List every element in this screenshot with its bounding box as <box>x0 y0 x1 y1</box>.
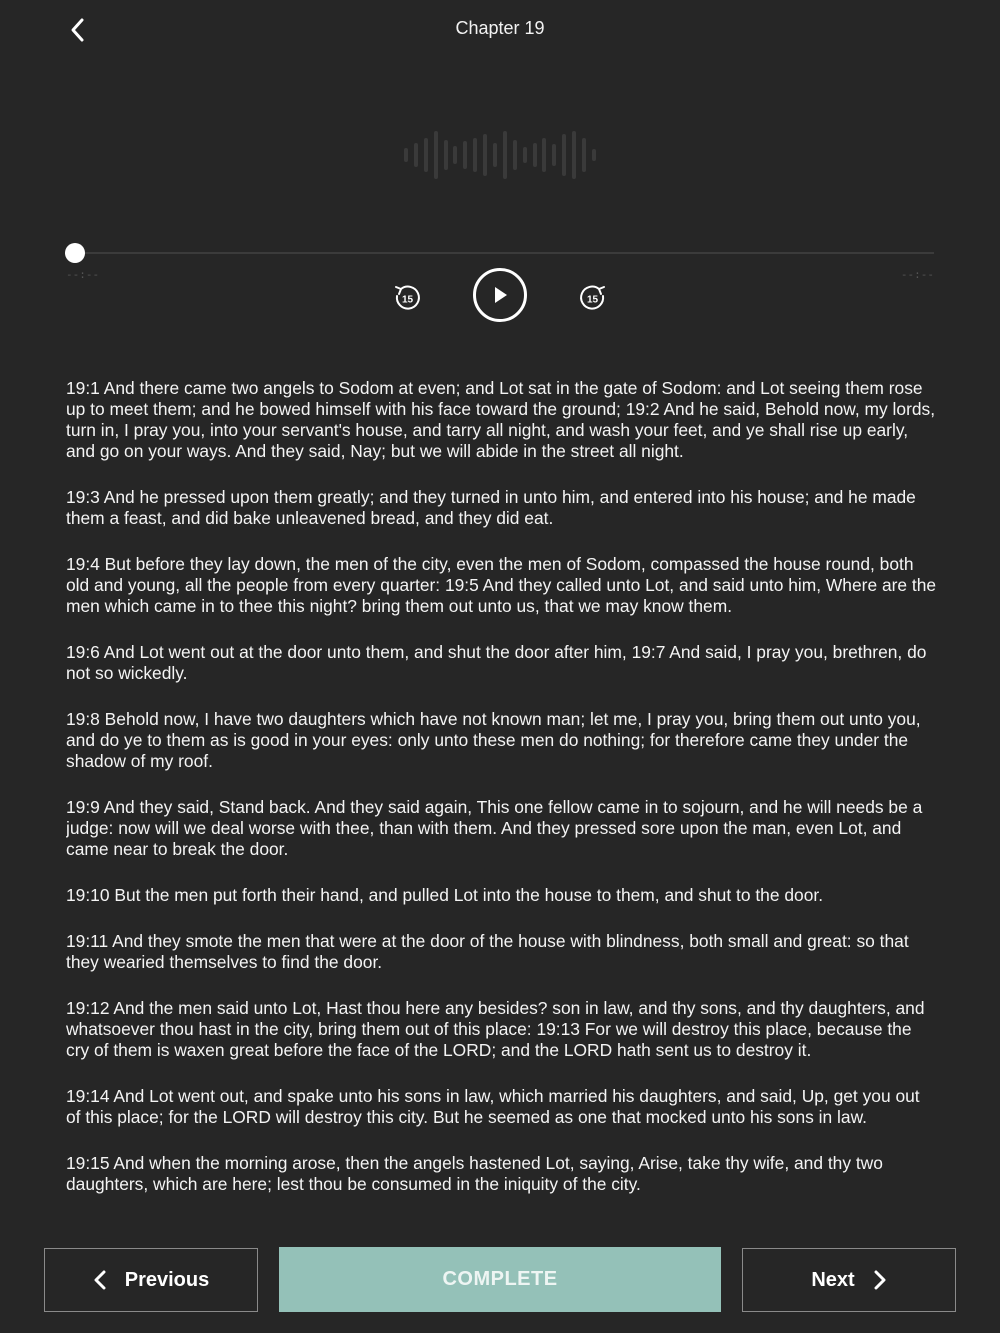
verse-paragraph: 19:8 Behold now, I have two daughters which have not known man; let me, I pray you, bring them out unto you, and do ye to them as is good in your eyes: only unto these men do nothing; for therefore came they under the shadow of my roof. <box>66 709 921 771</box>
waveform-bar <box>542 138 546 172</box>
waveform-bar <box>572 131 576 179</box>
waveform-bar <box>533 143 537 167</box>
waveform-bar <box>562 134 566 176</box>
previous-label: Previous <box>124 1268 210 1291</box>
waveform-bar <box>424 138 428 172</box>
progress-track[interactable] <box>66 252 934 254</box>
verse-paragraph: 19:3 And he pressed upon them greatly; and they turned in unto him, and entered into his house; and he made them a feast, and did bake unleavened bread, and they did eat. <box>66 487 916 528</box>
play-icon <box>490 284 510 306</box>
waveform-bar <box>434 131 438 179</box>
waveform-bar <box>483 134 487 176</box>
verse-paragraph: 19:12 And the men said unto Lot, Hast thou here any besides? son in law, and thy sons, and thy daughters, and whatsoever thou hast in the city, bring them out of this place: 19:13 For we will destroy this place, because the cry of them is waxen great before the face of the LORD; and the LORD hath sent us to destroy it. <box>66 998 925 1060</box>
waveform-bar <box>523 147 527 163</box>
rewind-15-icon <box>392 283 422 313</box>
header <box>0 0 1000 60</box>
next-button[interactable] <box>742 1248 956 1312</box>
waveform-bar <box>493 143 497 167</box>
progress-thumb[interactable] <box>65 243 85 263</box>
verse-paragraph: 19:14 And Lot went out, and spake unto his sons in law, which married his daughters, and said, Up, get you out of this place; for the LORD will destroy this city. But he seemed as one that mocked unto his sons in law. <box>66 1086 920 1127</box>
waveform-bar <box>414 143 418 167</box>
waveform-bar <box>444 140 448 170</box>
chevron-left-icon <box>93 1269 107 1291</box>
forward-seconds-label: 15 <box>586 294 599 306</box>
waveform-bar <box>552 144 556 166</box>
forward-15-button[interactable] <box>578 283 608 313</box>
waveform-bar <box>463 141 467 169</box>
verse-paragraph: 19:1 And there came two angels to Sodom at even; and Lot sat in the gate of Sodom: and Lot seeing them rose up to meet them; and he bowed himself with his face toward the ground; 19:2 And he said, Behold now, my lords, turn in, I pray you, into your servant's house, and tarry all night, and wash your feet, and ye shall rise up early, and go on your ways. And they said, Nay; but we will abide in the street all night. <box>66 378 936 461</box>
waveform-graphic <box>404 128 596 182</box>
waveform-bar <box>473 138 477 172</box>
verse-paragraph: 19:11 And they smote the men that were at the door of the house with blindness, both small and great: so that they wearied themselves to find the door. <box>66 931 909 972</box>
rewind-seconds-label: 15 <box>401 294 414 306</box>
chapter-text[interactable] <box>66 378 938 1226</box>
verse-paragraph: 19:10 But the men put forth their hand, and pulled Lot into the house to them, and shut to the door. <box>66 885 824 905</box>
waveform-bar <box>404 148 408 162</box>
waveform-bar <box>582 138 586 172</box>
play-button[interactable] <box>473 268 527 322</box>
verse-paragraph: 19:15 And when the morning arose, then the angels hastened Lot, saying, Arise, take thy wife, and thy two daughters, which are here; lest thou be consumed in the iniquity of the city. <box>66 1153 883 1194</box>
complete-label: COMPLETE <box>442 1268 558 1290</box>
waveform-bar <box>513 140 517 170</box>
rewind-15-button[interactable] <box>392 283 422 313</box>
waveform-bar <box>453 146 457 164</box>
elapsed-time: --:-- <box>66 268 100 281</box>
verse-paragraph: 19:4 But before they lay down, the men of the city, even the men of Sodom, compassed the house round, both old and young, all the people from every quarter: 19:5 And they called unto Lot, and said unto him, Where are the men which came in to thee this night? bring them out unto us, that we may know them. <box>66 554 937 616</box>
previous-button[interactable] <box>44 1248 258 1312</box>
chevron-right-icon <box>873 1269 887 1291</box>
verse-paragraph: 19:6 And Lot went out at the door unto them, and shut the door after him, 19:7 And said, I pray you, brethren, do not so wickedly. <box>66 642 927 683</box>
waveform-bar <box>592 149 596 161</box>
verse-paragraph: 19:9 And they said, Stand back. And they said again, This one fellow came in to sojourn, and he will needs be a judge: now will we deal worse with thee, than with them. And they pressed sore upon the man, even Lot, and came near to break the door. <box>66 797 923 859</box>
next-label: Next <box>811 1268 855 1291</box>
remaining-time: --:-- <box>900 268 934 281</box>
forward-15-icon <box>578 283 608 313</box>
complete-button[interactable] <box>279 1247 721 1312</box>
page-title: Chapter 19 <box>455 18 545 38</box>
waveform-bar <box>503 131 507 179</box>
